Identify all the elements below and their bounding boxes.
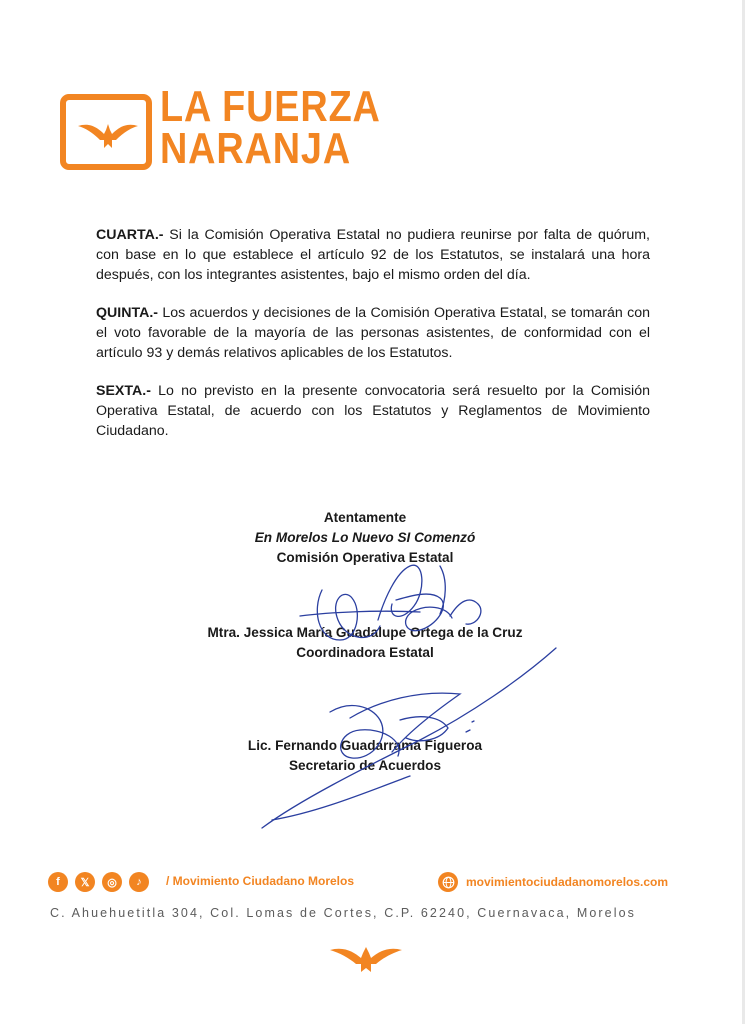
instagram-icon[interactable]: ◎ bbox=[102, 872, 122, 892]
signer-role: Secretario de Acuerdos bbox=[288, 758, 442, 773]
clause-text: Lo no previsto en la presente convocatoria será resuelto por la Comisión Operativa Estatal, de acuerdo con los Estatutos y Reglamentos de Movimiento Ciudadano. bbox=[96, 383, 650, 439]
logo-frame bbox=[60, 94, 152, 170]
motto: En Morelos Lo Nuevo SI Comenzó bbox=[254, 530, 476, 545]
clause-text: Si la Comisión Operativa Estatal no pudiera reunirse por falta de quórum, con base en lo que establece el artículo 92 de los Estatutos, se instalará una hora después, con los integrantes asistentes, bajo el mismo orden del día. bbox=[96, 227, 650, 283]
clause-sexta bbox=[96, 381, 650, 441]
closing-block bbox=[140, 508, 590, 568]
clause-label: SEXTA.- bbox=[96, 383, 151, 399]
salutation: Atentamente bbox=[323, 510, 407, 525]
signer-2 bbox=[140, 736, 590, 776]
social-handle[interactable]: / Movimiento Ciudadano Morelos bbox=[166, 874, 355, 888]
signer-role: Coordinadora Estatal bbox=[296, 645, 434, 660]
signer-name: Mtra. Jessica María Guadalupe Ortega de la Cruz bbox=[207, 625, 523, 640]
clause-text: Los acuerdos y decisiones de la Comisión Operativa Estatal, se tomarán con el voto favorable de la mayoría de las personas asistentes, de conformidad con el artículo 93 y demás relativos aplicables de los Estatutos. bbox=[96, 305, 650, 361]
clause-quinta bbox=[96, 303, 650, 363]
signer-name: Lic. Fernando Guadarrama Figueroa bbox=[247, 738, 483, 753]
clause-label: CUARTA.- bbox=[96, 227, 164, 243]
website-text: movimientociudadanomorelos.com bbox=[466, 875, 669, 889]
eagle-icon bbox=[76, 118, 140, 152]
eagle-icon bbox=[328, 944, 404, 974]
globe-icon bbox=[438, 872, 458, 892]
clause-cuarta bbox=[96, 225, 650, 285]
logo-wordmark bbox=[160, 82, 381, 173]
issuing-body: Comisión Operativa Estatal bbox=[276, 550, 454, 565]
signer-1 bbox=[140, 623, 590, 663]
clause-label: QUINTA.- bbox=[96, 305, 158, 321]
website-link[interactable] bbox=[438, 872, 668, 892]
logo-line-1: LA FUERZA bbox=[160, 82, 381, 131]
facebook-icon[interactable]: f bbox=[48, 872, 68, 892]
x-icon[interactable]: 𝕏 bbox=[75, 872, 95, 892]
postal-address: C. Ahuehuetitla 304, Col. Lomas de Cortes, C.P. 62240, Cuernavaca, Morelos bbox=[50, 906, 636, 920]
party-logo bbox=[60, 82, 381, 180]
document-body bbox=[96, 225, 650, 459]
logo-line-2: NARANJA bbox=[160, 124, 352, 173]
tiktok-icon[interactable]: ♪ bbox=[129, 872, 149, 892]
social-icons bbox=[48, 872, 149, 892]
